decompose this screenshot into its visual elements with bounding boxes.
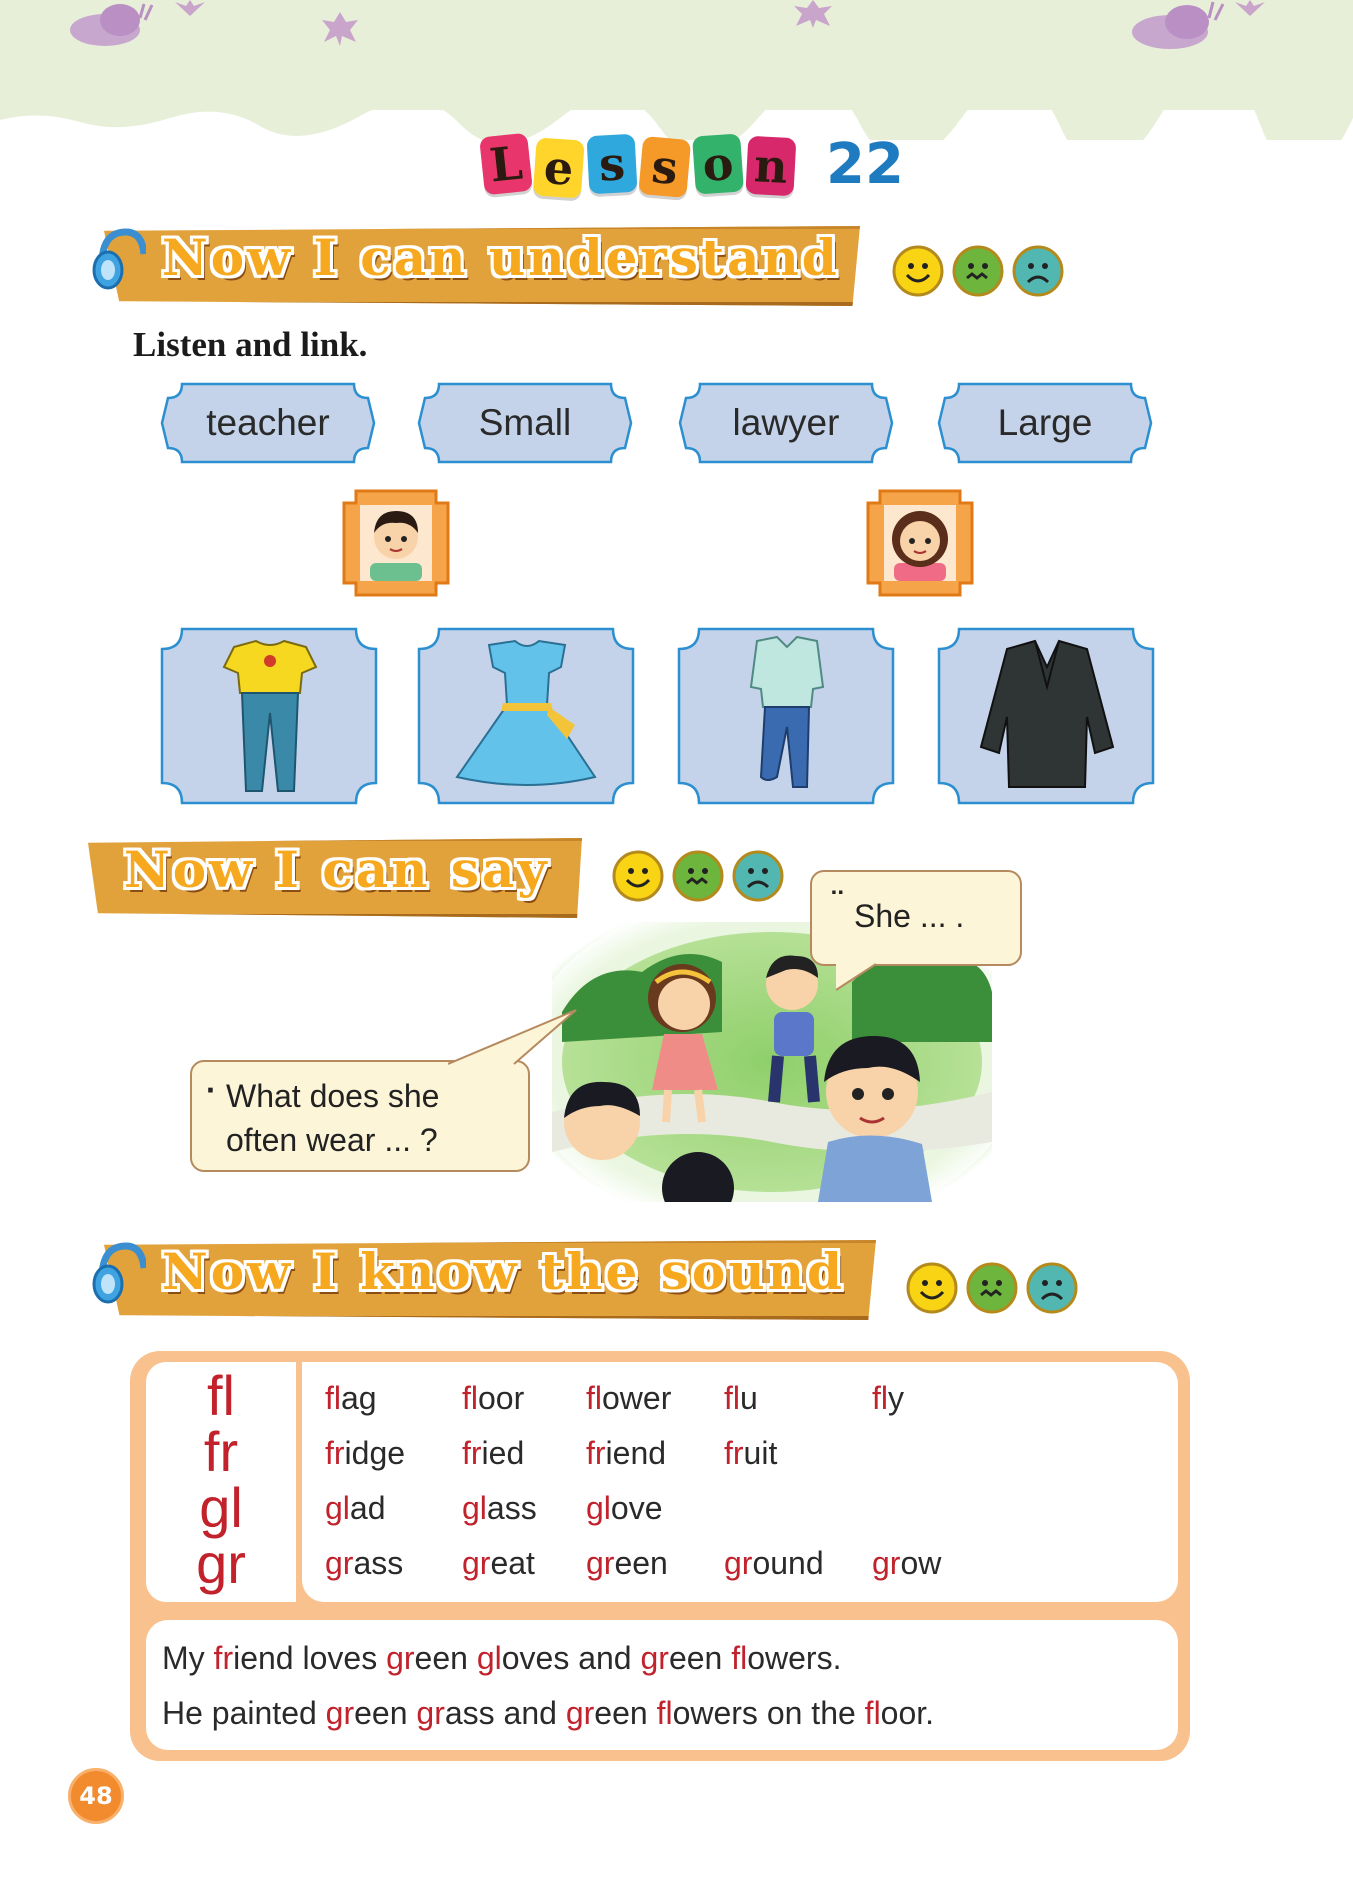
section-title: Now I know the sound — [162, 1242, 845, 1301]
blend-highlight: gr — [325, 1545, 354, 1581]
sad-face-icon[interactable] — [1012, 245, 1064, 297]
word-rest: oor — [478, 1380, 525, 1416]
section-title: Now I can say — [124, 840, 550, 899]
sentence-text: een — [354, 1695, 417, 1731]
sentence-text: een — [414, 1640, 477, 1676]
sentence-text: iend loves — [233, 1640, 387, 1676]
sentence-text: He painted — [162, 1695, 326, 1731]
word-rest: idge — [344, 1435, 406, 1471]
so-so-face-icon[interactable] — [966, 1262, 1018, 1314]
lesson-letter: L — [479, 133, 533, 196]
blend-highlight: gr — [565, 1695, 595, 1731]
phonics-word — [325, 1490, 386, 1527]
sentence-text: oor. — [880, 1695, 935, 1731]
blend-highlight: gr — [462, 1545, 491, 1581]
section-banner-sound — [92, 1232, 876, 1320]
phonics-word — [325, 1545, 403, 1582]
phonics-word — [462, 1380, 524, 1417]
word-rest: ove — [610, 1490, 663, 1526]
word-card-small[interactable] — [417, 382, 633, 464]
blend-label: gr — [196, 1532, 246, 1595]
sentence-text: oves and — [501, 1640, 641, 1676]
blend-highlight: gr — [724, 1545, 753, 1581]
headphones-icon — [92, 224, 146, 298]
blend-highlight: fl — [864, 1695, 881, 1731]
blend-highlight: fl — [325, 1380, 341, 1416]
word-label: Small — [478, 402, 572, 443]
phonics-word — [586, 1490, 663, 1527]
blend-highlight: gr — [872, 1545, 901, 1581]
phonics-word — [724, 1435, 777, 1472]
girl-avatar[interactable] — [864, 487, 976, 599]
bubble-text: often wear ... ? — [226, 1122, 438, 1158]
blend-label: fl — [207, 1364, 235, 1427]
speech-bubble-answer — [810, 870, 1022, 966]
bubble-text: What does she — [226, 1078, 440, 1114]
leaf-icon — [792, 0, 834, 28]
phonics-word — [586, 1380, 671, 1417]
word-rest: eat — [490, 1545, 535, 1581]
sentence-text: ass and — [444, 1695, 566, 1731]
section-banner-understand — [92, 218, 860, 306]
clothes-card-tshirt-jeans[interactable] — [160, 627, 378, 805]
phonics-word — [462, 1490, 537, 1527]
sentence-text: owers. — [747, 1640, 842, 1676]
blend-highlight: gr — [640, 1640, 669, 1676]
self-assessment-faces — [612, 850, 784, 902]
blend-highlight: fl — [462, 1380, 478, 1416]
phonics-word — [325, 1435, 405, 1472]
blend-highlight: gl — [586, 1490, 611, 1526]
leaf-icon — [320, 10, 360, 46]
snail-icon — [1125, 0, 1235, 52]
blend-highlight: gr — [386, 1640, 415, 1676]
lesson-letter: s — [638, 136, 691, 198]
so-so-face-icon[interactable] — [672, 850, 724, 902]
sentence-text: owers on the — [672, 1695, 865, 1731]
bubble-tail — [448, 1008, 578, 1066]
sentence-text: My — [162, 1640, 214, 1676]
blend-highlight: fr — [586, 1435, 606, 1471]
word-rest: ass — [353, 1545, 404, 1581]
blend-highlight: fl — [724, 1380, 740, 1416]
blend-highlight: fr — [724, 1435, 744, 1471]
blend-label: fr — [203, 1420, 239, 1483]
happy-face-icon[interactable] — [612, 850, 664, 902]
speaker-dot: ¨ — [832, 884, 843, 920]
happy-face-icon[interactable] — [892, 245, 944, 297]
lesson-letter: o — [692, 133, 744, 194]
leaf-icon — [170, 0, 210, 20]
phonics-word — [724, 1380, 758, 1417]
blend-highlight: fr — [462, 1435, 482, 1471]
boy-avatar[interactable] — [340, 487, 452, 599]
clothes-card-shirt-jeans[interactable] — [677, 627, 895, 805]
word-label: lawyer — [732, 402, 840, 443]
word-rest: ad — [349, 1490, 386, 1526]
leaf-icon — [1230, 0, 1270, 20]
lesson-number: 22 — [826, 132, 904, 197]
snail-icon — [60, 0, 160, 50]
word-rest: ied — [481, 1435, 525, 1471]
so-so-face-icon[interactable] — [952, 245, 1004, 297]
clothes-card-dress[interactable] — [417, 627, 635, 805]
practice-sentence — [162, 1695, 934, 1732]
word-card-teacher[interactable] — [160, 382, 376, 464]
phonics-word — [724, 1545, 824, 1582]
blend-highlight: fl — [656, 1695, 673, 1731]
headphones-icon — [92, 1238, 146, 1312]
word-rest: ower — [602, 1380, 672, 1416]
sad-face-icon[interactable] — [1026, 1262, 1078, 1314]
phonics-word — [462, 1435, 524, 1472]
phonics-word — [872, 1380, 904, 1417]
word-rest: uit — [743, 1435, 778, 1471]
phonics-word — [586, 1545, 668, 1582]
bubble-text: She ... . — [854, 898, 965, 934]
word-card-large[interactable] — [937, 382, 1153, 464]
blend-highlight: gr — [416, 1695, 445, 1731]
clothes-card-jacket[interactable] — [937, 627, 1155, 805]
sentence-text: een — [594, 1695, 657, 1731]
lesson-title — [482, 128, 800, 200]
word-rest: ow — [900, 1545, 942, 1581]
blend-highlight: fl — [586, 1380, 602, 1416]
section-banner-say — [88, 830, 582, 918]
lesson-letter: e — [533, 137, 585, 198]
blend-highlight: gl — [462, 1490, 487, 1526]
word-rest: iend — [605, 1435, 667, 1471]
word-label: Large — [997, 402, 1093, 443]
lesson-letter: s — [587, 134, 638, 194]
phonics-word — [586, 1435, 666, 1472]
page-number: 48 — [68, 1768, 124, 1824]
word-rest: ass — [486, 1490, 537, 1526]
speaker-dot: · — [206, 1072, 217, 1108]
word-label: teacher — [206, 402, 330, 443]
section-title: Now I can understand — [162, 228, 840, 287]
word-rest: ound — [752, 1545, 824, 1581]
blend-highlight: gl — [476, 1640, 502, 1676]
happy-face-icon[interactable] — [906, 1262, 958, 1314]
blend-highlight: fr — [213, 1640, 234, 1676]
sad-face-icon[interactable] — [732, 850, 784, 902]
lesson-letter: n — [745, 136, 796, 196]
self-assessment-faces — [892, 245, 1064, 297]
instruction-text: Listen and link. — [133, 325, 368, 364]
phonics-word — [872, 1545, 941, 1582]
word-card-lawyer[interactable] — [678, 382, 894, 464]
blend-highlight: fl — [731, 1640, 748, 1676]
blend-highlight: fr — [325, 1435, 345, 1471]
phonics-word — [462, 1545, 535, 1582]
bubble-tail — [836, 962, 916, 992]
speech-bubble-question — [190, 1060, 530, 1172]
phonics-word — [325, 1380, 377, 1417]
word-rest: een — [614, 1545, 668, 1581]
blend-highlight: gr — [586, 1545, 615, 1581]
practice-sentence — [162, 1640, 841, 1677]
blend-highlight: fl — [872, 1380, 888, 1416]
blend-label: gl — [199, 1476, 243, 1539]
word-rest: y — [888, 1380, 904, 1416]
blend-highlight: gl — [325, 1490, 350, 1526]
self-assessment-faces — [906, 1262, 1078, 1314]
word-rest: ag — [341, 1380, 377, 1416]
blend-highlight: gr — [325, 1695, 355, 1731]
word-rest: u — [740, 1380, 758, 1416]
sentence-text: een — [668, 1640, 732, 1676]
